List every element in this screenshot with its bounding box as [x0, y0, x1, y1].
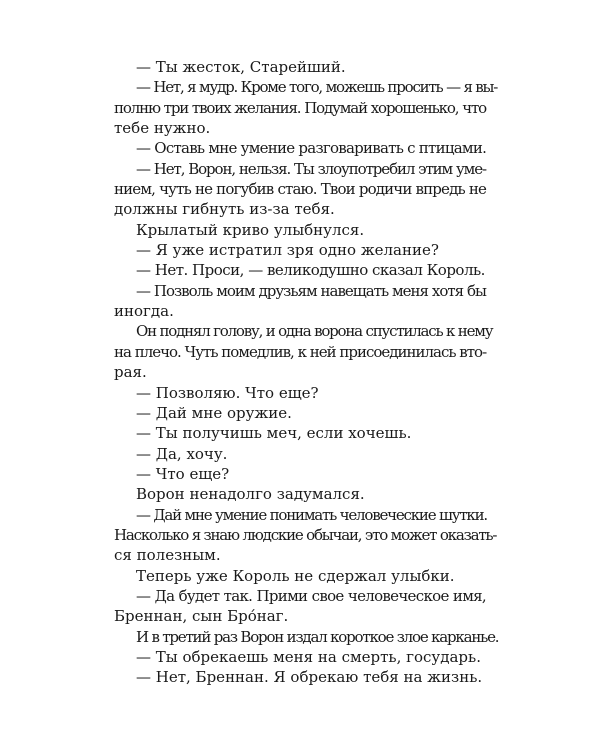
text-line: Теперь уже Король не сдержал улыбки.: [136, 566, 455, 585]
text-line: Ворон ненадолго задумался.: [136, 485, 365, 504]
text-line: — Позволяю. Что еще?: [136, 383, 319, 402]
text-line: — Ты получишь меч, если хочешь.: [136, 424, 412, 443]
text-line: на плечо. Чуть помедлив, к ней присоединилась вто-: [114, 342, 487, 361]
text-line: — Я уже истратил зря одно желание?: [136, 241, 439, 260]
text-line: — Ты жесток, Старейший.: [136, 58, 346, 76]
text-line: — Нет, Бреннан. Я обрекаю тебя на жизнь.: [136, 668, 483, 687]
text-line: должны гибнуть из-за тебя.: [114, 200, 335, 219]
text-line: — Да будет так. Прими свое человеческое имя,: [136, 586, 486, 605]
text-line: Крылатый криво улыбнулся.: [136, 220, 365, 239]
text-line: — Да, хочу.: [136, 444, 228, 463]
text-line: — Дай мне умение понимать человеческие шутки.: [136, 505, 487, 524]
text-line: полню три твоих желания. Подумай хорошенько, что: [114, 98, 486, 117]
text-line: тебе нужно.: [114, 119, 211, 138]
text-line: — Нет, Ворон, нельзя. Ты злоупотребил этим уме-: [136, 159, 486, 178]
text-line: нием, чуть не погубив стаю. Твои родичи впредь не: [114, 180, 486, 199]
text-line: Он поднял голову, и одна ворона спустилась к нему: [136, 322, 493, 341]
text-line: — Оставь мне умение разговаривать с птицами.: [136, 139, 487, 158]
text-line: — Ты обрекаешь меня на смерть, государь.: [136, 647, 481, 666]
text-line: ся полезным.: [114, 546, 221, 565]
text-line: иногда.: [114, 302, 174, 321]
text-line: — Позволь моим друзьям навещать меня хотя бы: [136, 281, 486, 300]
text-line: Бреннан, сын Бро́наг.: [114, 607, 289, 626]
text-line: — Нет. Проси, — великодушно сказал Король.: [136, 261, 485, 280]
text-line: рая.: [114, 363, 147, 382]
text-line: И в третий раз Ворон издал короткое злое карканье.: [136, 627, 499, 646]
text-line: — Нет, я мудр. Кроме того, можешь просить — я вы-: [136, 78, 498, 97]
page-text: [114, 57, 499, 688]
text-line: — Дай мне оружие.: [136, 403, 292, 422]
text-line: — Что еще?: [136, 464, 230, 483]
text-line: Насколько я знаю людские обычаи, это может оказать-: [114, 525, 497, 544]
